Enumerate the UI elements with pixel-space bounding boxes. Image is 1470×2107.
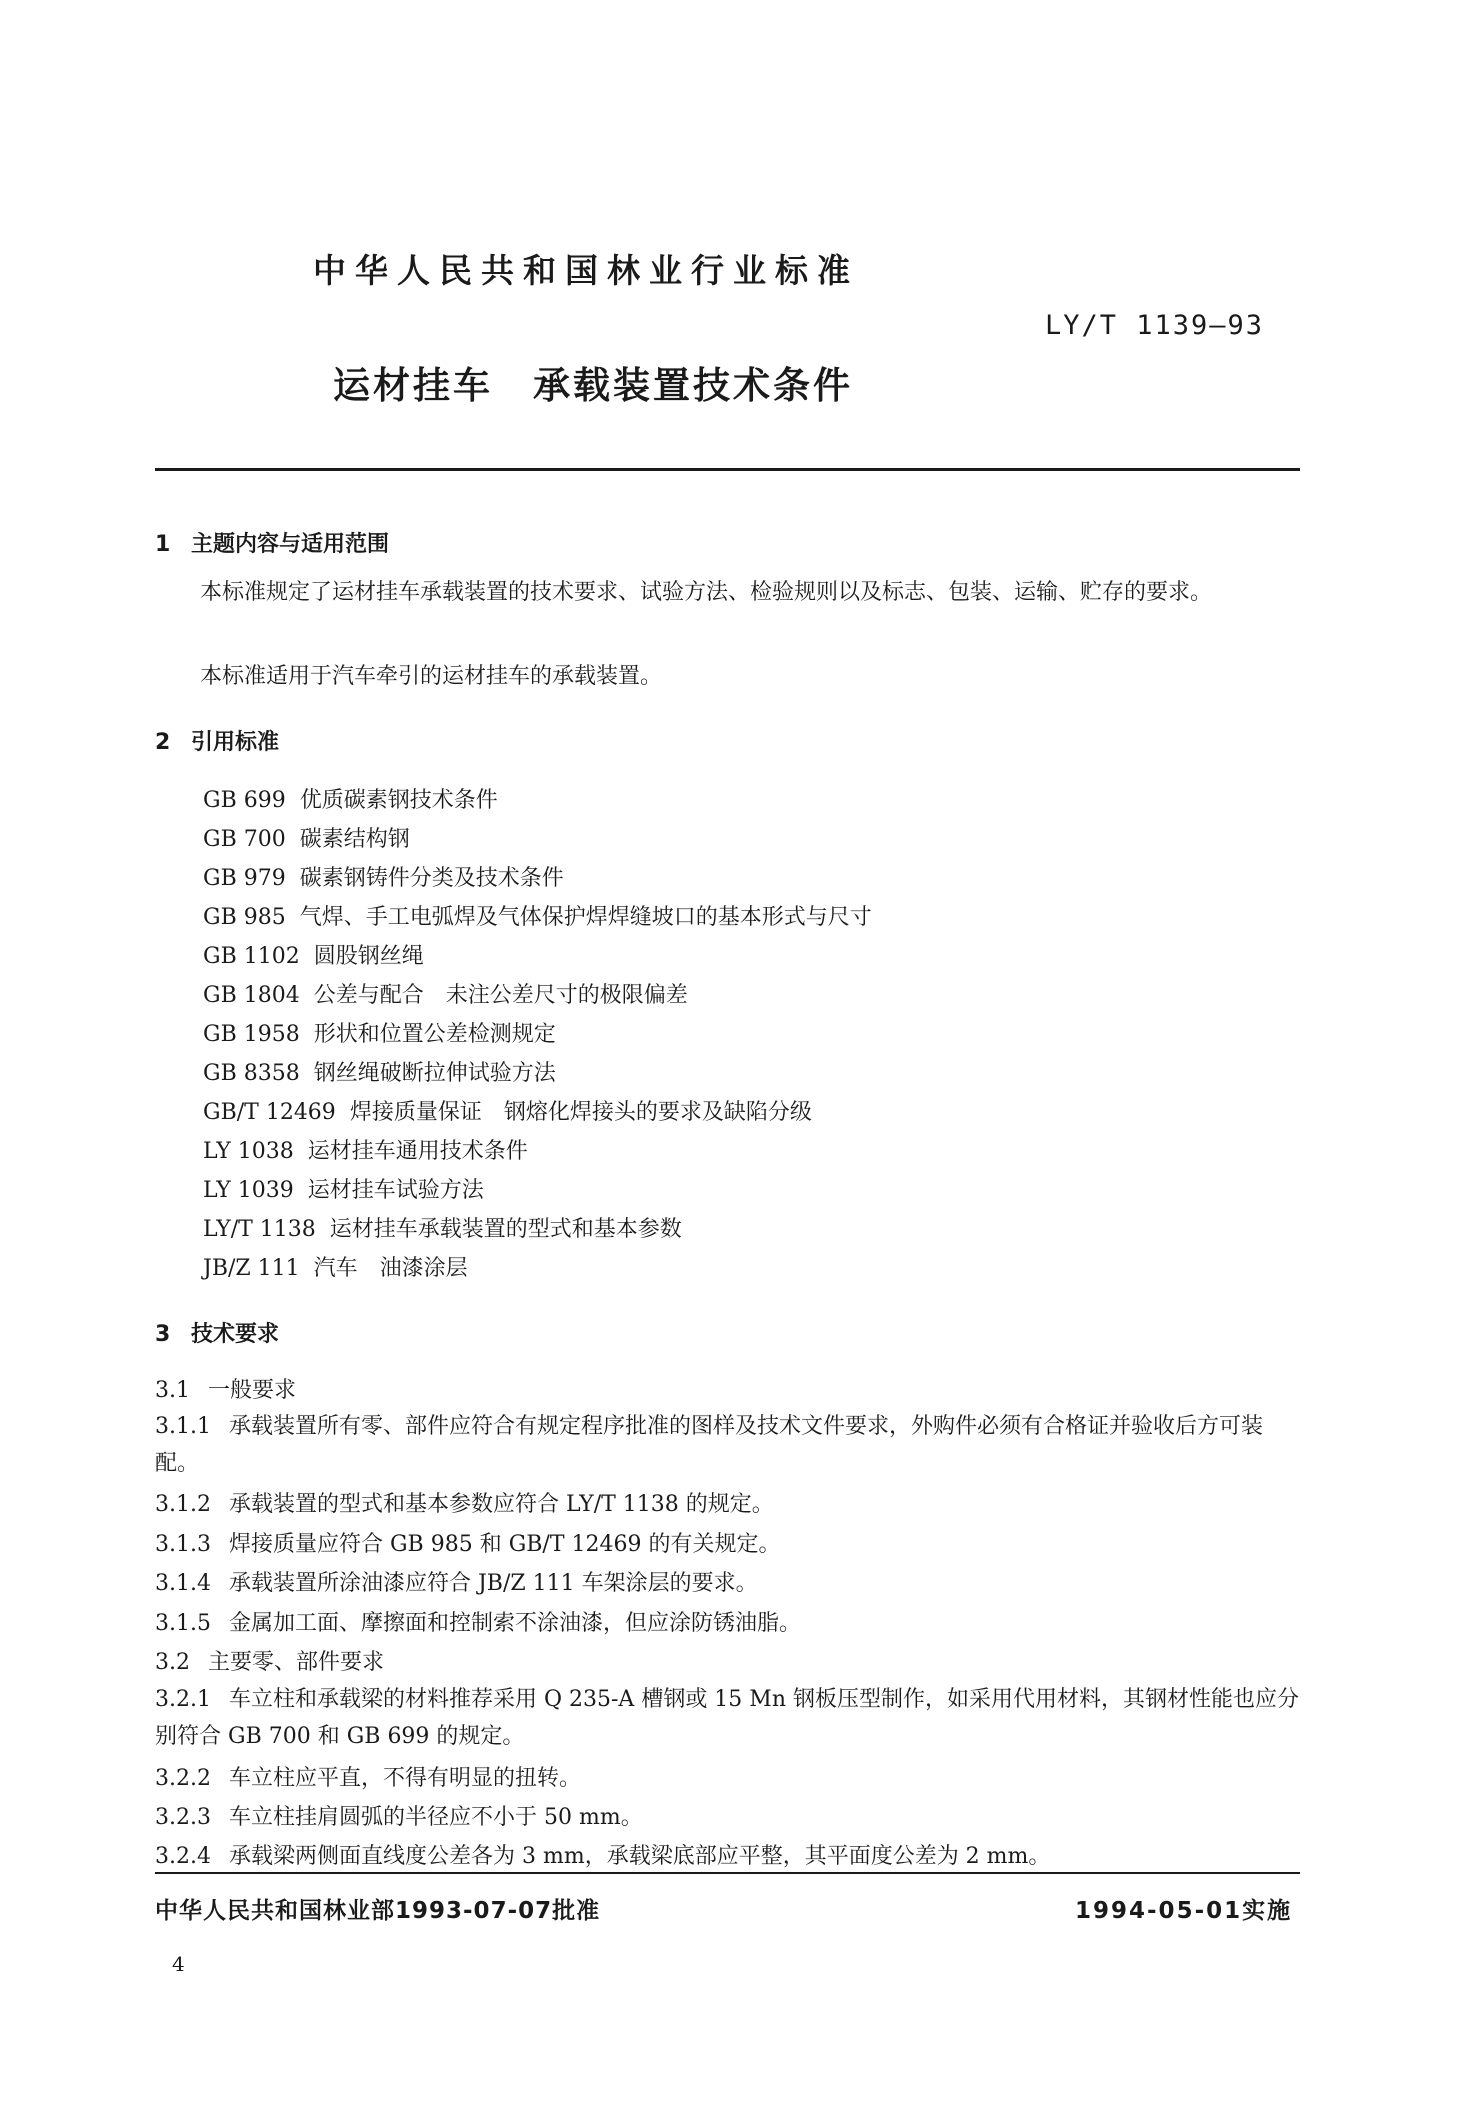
clause <box>155 1408 1300 1482</box>
footer-divider <box>155 1872 1300 1874</box>
clause-number: 3.2.1 <box>155 1687 211 1712</box>
reference-item <box>203 1095 812 1126</box>
reference-title: 公差与配合 未注公差尺寸的极限偏差 <box>313 983 688 1008</box>
clause-text: 焊接质量应符合 GB 985 和 GB/T 12469 的有关规定。 <box>228 1532 781 1557</box>
reference-item <box>203 1017 556 1048</box>
reference-code: GB 8358 <box>203 1061 300 1086</box>
clause-text: 车立柱应平直，不得有明显的扭转。 <box>228 1766 581 1791</box>
reference-title: 优质碳素钢技术条件 <box>299 788 498 813</box>
clause-number: 3.1.4 <box>155 1571 211 1596</box>
clause-number: 3.1.3 <box>155 1532 211 1557</box>
clause-text: 金属加工面、摩擦面和控制索不涂油漆，但应涂防锈油脂。 <box>228 1611 801 1636</box>
reference-code: GB 1804 <box>203 983 300 1008</box>
reference-title: 钢丝绳破断拉伸试验方法 <box>313 1061 556 1086</box>
section-title: 技术要求 <box>191 1322 280 1347</box>
reference-title: 运材挂车通用技术条件 <box>307 1139 528 1164</box>
page-number: 4 <box>172 1952 185 1976</box>
clause <box>155 1566 758 1597</box>
section-1-paragraph: 本标准适用于汽车牵引的运材挂车的承载装置。 <box>200 664 663 689</box>
clause <box>155 1527 781 1558</box>
clause <box>155 1839 1050 1870</box>
clause-number: 3.1 <box>155 1378 190 1403</box>
reference-item <box>203 1251 468 1282</box>
clause <box>155 1800 643 1831</box>
reference-code: GB 1102 <box>203 944 300 969</box>
section-1-heading <box>155 527 389 558</box>
clause-text: 承载装置的型式和基本参数应符合 LY/T 1138 的规定。 <box>228 1492 774 1517</box>
clause-number: 3.2 <box>155 1650 190 1675</box>
section-1-paragraph: 本标准规定了运材挂车承载装置的技术要求、试验方法、检验规则以及标志、包装、运输、贮存的要求。 <box>200 580 1213 605</box>
reference-title: 碳素结构钢 <box>299 827 410 852</box>
clause <box>155 1487 774 1518</box>
clause-number: 3.1.5 <box>155 1611 211 1636</box>
reference-code: LY 1039 <box>203 1178 294 1203</box>
reference-item <box>203 861 564 892</box>
approval-line: 中华人民共和国林业部1993-07-07批准 <box>155 1898 601 1924</box>
reference-code: JB/Z 111 <box>203 1256 300 1281</box>
clause-text: 一般要求 <box>208 1378 297 1403</box>
section-number: 1 <box>155 532 171 557</box>
reference-title: 汽车 油漆涂层 <box>313 1256 468 1281</box>
reference-item <box>203 1134 528 1165</box>
header-divider <box>155 468 1300 471</box>
standard-name: 中华人民共和国林业行业标准 <box>313 251 859 290</box>
clause-number: 3.1.2 <box>155 1492 211 1517</box>
reference-code: GB/T 12469 <box>203 1100 336 1125</box>
clause-number: 3.1.1 <box>155 1414 211 1439</box>
clause-text: 承载装置所涂油漆应符合 JB/Z 111 车架涂层的要求。 <box>228 1571 758 1596</box>
reference-item <box>203 978 688 1009</box>
clause-text: 车立柱和承载梁的材料推荐采用 Q 235-A 槽钢或 15 Mn 钢板压型制作，如采用代用材料，其钢材性能也应分别符合 GB 700 和 GB 699 的规定。 <box>155 1687 1299 1749</box>
reference-title: 运材挂车承载装置的型式和基本参数 <box>329 1217 682 1242</box>
section-title: 主题内容与适用范围 <box>191 532 390 557</box>
reference-code: GB 1958 <box>203 1022 300 1047</box>
section-number: 3 <box>155 1322 171 1347</box>
reference-item <box>203 822 410 853</box>
reference-item <box>203 1212 682 1243</box>
clause-number: 3.2.3 <box>155 1805 211 1830</box>
section-2-heading <box>155 725 279 756</box>
reference-item <box>203 939 424 970</box>
reference-title: 圆股钢丝绳 <box>313 944 424 969</box>
reference-code: GB 700 <box>203 827 286 852</box>
reference-code: LY/T 1138 <box>203 1217 316 1242</box>
clause <box>155 1373 296 1404</box>
clause <box>155 1761 581 1792</box>
implementation-date: 1994-05-01实施 <box>1075 1898 1293 1924</box>
reference-title: 碳素钢铸件分类及技术条件 <box>299 866 564 891</box>
section-number: 2 <box>155 730 171 755</box>
reference-item <box>203 783 498 814</box>
clause <box>155 1606 801 1637</box>
reference-title: 气焊、手工电弧焊及气体保护焊焊缝坡口的基本形式与尺寸 <box>299 905 872 930</box>
clause-text: 车立柱挂肩圆弧的半径应不小于 50 mm。 <box>228 1805 643 1830</box>
reference-code: GB 985 <box>203 905 286 930</box>
reference-title: 运材挂车试验方法 <box>307 1178 484 1203</box>
reference-title: 形状和位置公差检测规定 <box>313 1022 556 1047</box>
reference-item <box>203 1173 484 1204</box>
reference-item <box>203 900 872 931</box>
clause-text: 主要零、部件要求 <box>208 1650 385 1675</box>
standard-code: LY/T 1139—93 <box>1045 310 1265 341</box>
reference-item <box>203 1056 556 1087</box>
clause-text: 承载装置所有零、部件应符合有规定程序批准的图样及技术文件要求，外购件必须有合格证并验收后方可装配。 <box>155 1414 1263 1476</box>
clause-number: 3.2.4 <box>155 1844 211 1869</box>
reference-code: GB 699 <box>203 788 286 813</box>
clause-text: 承载梁两侧面直线度公差各为 3 mm，承载梁底部应平整，其平面度公差为 2 mm。 <box>228 1844 1051 1869</box>
reference-code: LY 1038 <box>203 1139 294 1164</box>
reference-title: 焊接质量保证 钢熔化焊接头的要求及缺陷分级 <box>349 1100 812 1125</box>
section-title: 引用标准 <box>191 730 280 755</box>
reference-code: GB 979 <box>203 866 286 891</box>
clause <box>155 1681 1300 1755</box>
clause <box>155 1645 384 1676</box>
section-3-heading <box>155 1317 279 1348</box>
clause-number: 3.2.2 <box>155 1766 211 1791</box>
document-title: 运材挂车 承载装置技术条件 <box>333 364 853 407</box>
